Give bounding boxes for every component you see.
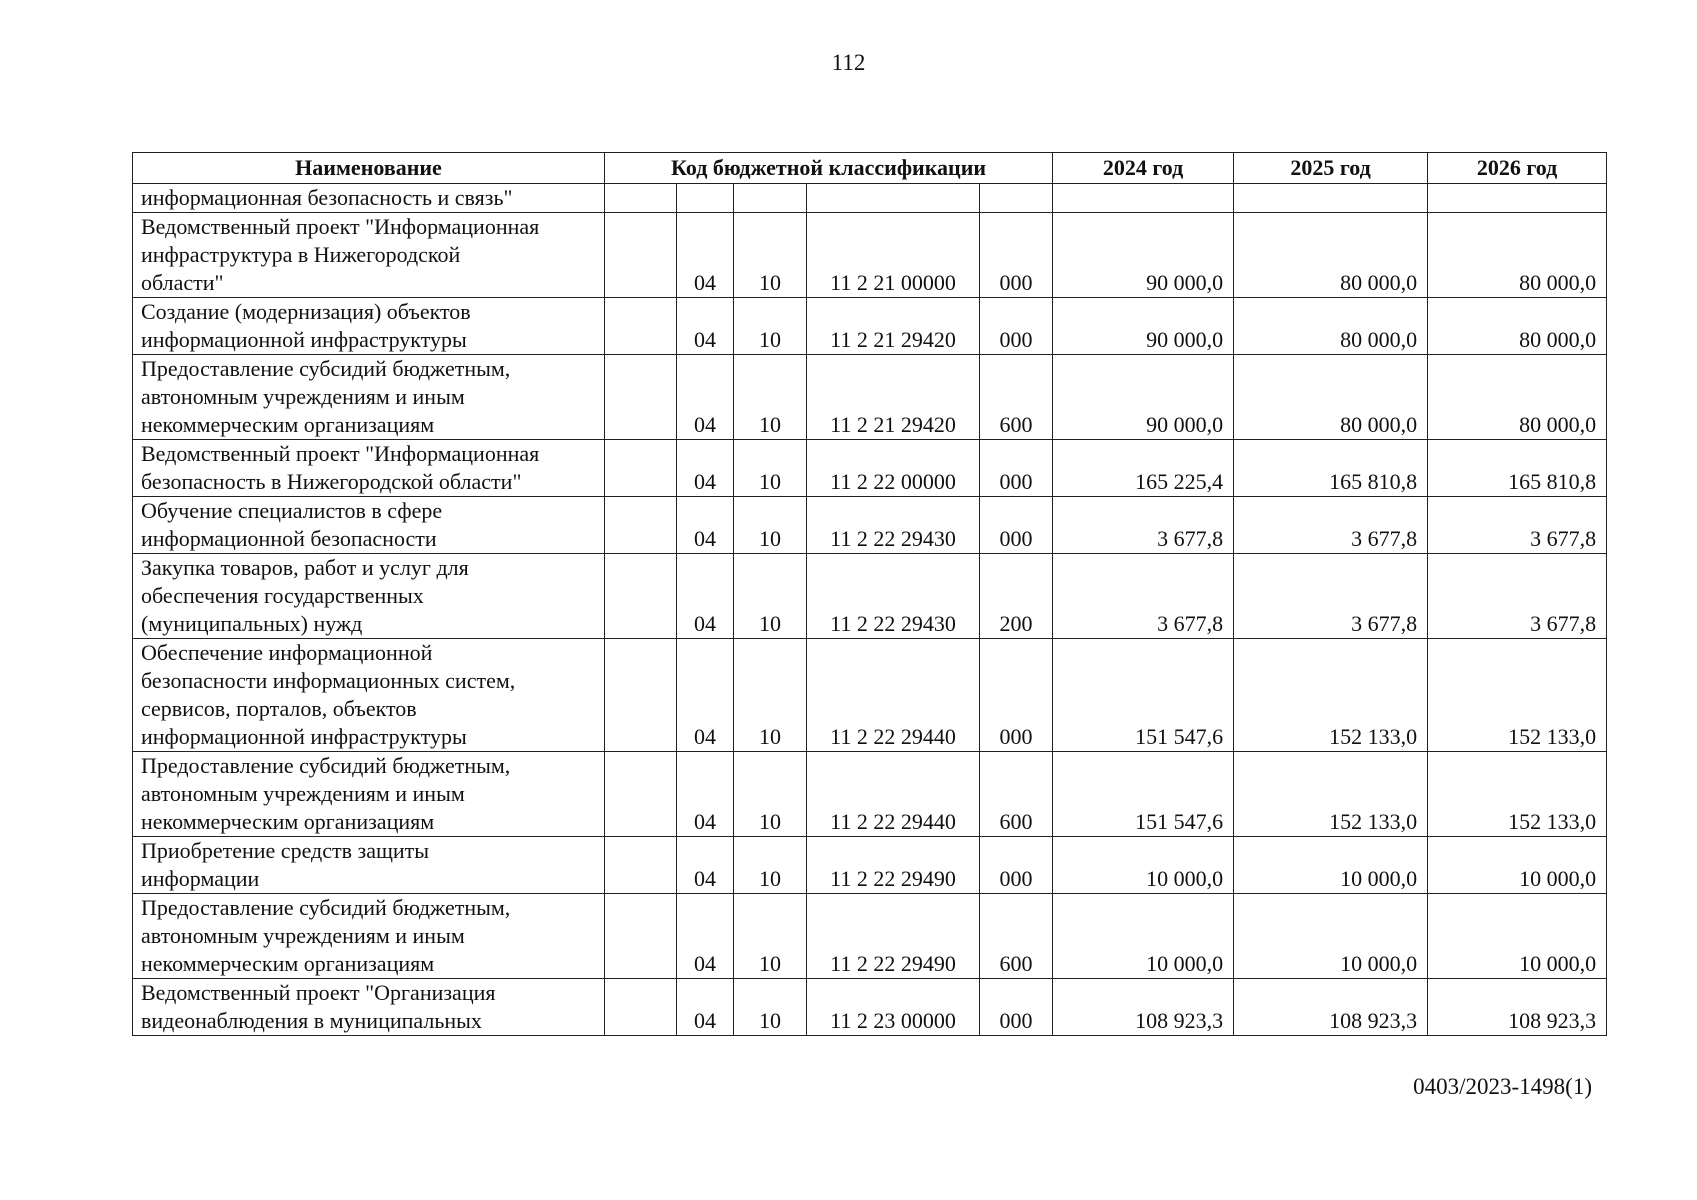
amount-2025: 165 810,8 <box>1234 440 1428 497</box>
table-row <box>133 554 1607 639</box>
table-row <box>133 639 1607 752</box>
row-name: Обеспечение информационной безопасности информационных систем, сервисов, порталов, объектов информационной инфраструктуры <box>133 639 605 752</box>
code-expense-type: 600 <box>980 894 1053 979</box>
amount-2025: 10 000,0 <box>1234 837 1428 894</box>
cell-empty <box>1053 184 1234 213</box>
code-expense-type: 200 <box>980 554 1053 639</box>
code-part-1 <box>605 979 677 1036</box>
amount-2025: 80 000,0 <box>1234 298 1428 355</box>
code-target-item: 11 2 21 29420 <box>807 298 980 355</box>
code-target-item: 11 2 23 00000 <box>807 979 980 1036</box>
code-part-1 <box>605 894 677 979</box>
table-body <box>133 184 1607 1036</box>
amount-2025: 3 677,8 <box>1234 554 1428 639</box>
row-name: Создание (модернизация) объектов информационной инфраструктуры <box>133 298 605 355</box>
header-2026: 2026 год <box>1428 153 1607 184</box>
code-section: 04 <box>677 497 734 554</box>
code-expense-type: 000 <box>980 497 1053 554</box>
code-section: 04 <box>677 213 734 298</box>
code-target-item: 11 2 22 00000 <box>807 440 980 497</box>
table-row <box>133 440 1607 497</box>
code-part-1 <box>605 837 677 894</box>
code-subsection: 10 <box>734 894 807 979</box>
code-section: 04 <box>677 837 734 894</box>
amount-2026: 3 677,8 <box>1428 554 1607 639</box>
code-part-1 <box>605 355 677 440</box>
amount-2026: 108 923,3 <box>1428 979 1607 1036</box>
amount-2024: 90 000,0 <box>1053 298 1234 355</box>
code-subsection: 10 <box>734 298 807 355</box>
code-subsection: 10 <box>734 497 807 554</box>
amount-2025: 3 677,8 <box>1234 497 1428 554</box>
code-subsection: 10 <box>734 355 807 440</box>
code-expense-type: 000 <box>980 979 1053 1036</box>
cell-empty <box>1428 184 1607 213</box>
amount-2024: 10 000,0 <box>1053 837 1234 894</box>
table-row <box>133 213 1607 298</box>
amount-2024: 3 677,8 <box>1053 497 1234 554</box>
amount-2026: 80 000,0 <box>1428 298 1607 355</box>
amount-2026: 3 677,8 <box>1428 497 1607 554</box>
code-target-item: 11 2 22 29490 <box>807 837 980 894</box>
document-code: 0403/2023-1498(1) <box>1413 1074 1592 1099</box>
cell-empty <box>980 184 1053 213</box>
code-part-1 <box>605 298 677 355</box>
code-target-item: 11 2 22 29440 <box>807 752 980 837</box>
code-target-item: 11 2 22 29430 <box>807 554 980 639</box>
code-section: 04 <box>677 440 734 497</box>
code-subsection: 10 <box>734 979 807 1036</box>
amount-2026: 152 133,0 <box>1428 639 1607 752</box>
code-expense-type: 000 <box>980 213 1053 298</box>
code-part-1 <box>605 213 677 298</box>
code-target-item: 11 2 22 29440 <box>807 639 980 752</box>
code-subsection: 10 <box>734 639 807 752</box>
cell-empty <box>605 184 677 213</box>
code-section: 04 <box>677 298 734 355</box>
amount-2024: 108 923,3 <box>1053 979 1234 1036</box>
amount-2024: 3 677,8 <box>1053 554 1234 639</box>
code-expense-type: 000 <box>980 639 1053 752</box>
amount-2024: 151 547,6 <box>1053 752 1234 837</box>
amount-2025: 108 923,3 <box>1234 979 1428 1036</box>
row-name: Предоставление субсидий бюджетным, автономным учреждениям и иным некоммерческим организациям <box>133 752 605 837</box>
amount-2026: 80 000,0 <box>1428 355 1607 440</box>
code-subsection: 10 <box>734 752 807 837</box>
header-2024: 2024 год <box>1053 153 1234 184</box>
amount-2025: 80 000,0 <box>1234 213 1428 298</box>
row-name: Приобретение средств защиты информации <box>133 837 605 894</box>
row-name: Предоставление субсидий бюджетным, автономным учреждениям и иным некоммерческим организациям <box>133 355 605 440</box>
code-expense-type: 600 <box>980 355 1053 440</box>
table-row <box>133 497 1607 554</box>
code-section: 04 <box>677 355 734 440</box>
code-expense-type: 000 <box>980 440 1053 497</box>
cell-empty <box>677 184 734 213</box>
code-expense-type: 600 <box>980 752 1053 837</box>
code-part-1 <box>605 752 677 837</box>
code-target-item: 11 2 21 00000 <box>807 213 980 298</box>
code-expense-type: 000 <box>980 837 1053 894</box>
amount-2026: 10 000,0 <box>1428 894 1607 979</box>
amount-2024: 90 000,0 <box>1053 213 1234 298</box>
cell-empty <box>807 184 980 213</box>
cell-empty <box>734 184 807 213</box>
table-row <box>133 894 1607 979</box>
code-part-1 <box>605 554 677 639</box>
table-row <box>133 298 1607 355</box>
amount-2024: 165 225,4 <box>1053 440 1234 497</box>
row-name: Ведомственный проект "Информационная безопасность в Нижегородской области" <box>133 440 605 497</box>
table-row <box>133 837 1607 894</box>
code-target-item: 11 2 21 29420 <box>807 355 980 440</box>
amount-2025: 152 133,0 <box>1234 639 1428 752</box>
code-subsection: 10 <box>734 837 807 894</box>
amount-2026: 80 000,0 <box>1428 213 1607 298</box>
code-part-1 <box>605 440 677 497</box>
header-2025: 2025 год <box>1234 153 1428 184</box>
code-section: 04 <box>677 752 734 837</box>
row-name: Предоставление субсидий бюджетным, автономным учреждениям и иным некоммерческим организациям <box>133 894 605 979</box>
amount-2026: 165 810,8 <box>1428 440 1607 497</box>
amount-2026: 10 000,0 <box>1428 837 1607 894</box>
header-code: Код бюджетной классификации <box>605 153 1053 184</box>
table-row <box>133 979 1607 1036</box>
amount-2025: 80 000,0 <box>1234 355 1428 440</box>
amount-2026: 152 133,0 <box>1428 752 1607 837</box>
row-name: Закупка товаров, работ и услуг для обеспечения государственных (муниципальных) нужд <box>133 554 605 639</box>
code-subsection: 10 <box>734 213 807 298</box>
code-part-1 <box>605 639 677 752</box>
code-section: 04 <box>677 639 734 752</box>
budget-table <box>132 152 1607 1036</box>
amount-2024: 151 547,6 <box>1053 639 1234 752</box>
table-row <box>133 355 1607 440</box>
continuation-text: информационная безопасность и связь" <box>133 184 605 213</box>
page-number: 112 <box>831 50 866 75</box>
code-section: 04 <box>677 894 734 979</box>
amount-2024: 90 000,0 <box>1053 355 1234 440</box>
table-header-row <box>133 153 1607 184</box>
table-row <box>133 752 1607 837</box>
amount-2024: 10 000,0 <box>1053 894 1234 979</box>
row-name: Ведомственный проект "Информационная инфраструктура в Нижегородской области" <box>133 213 605 298</box>
row-name: Ведомственный проект "Организация видеонаблюдения в муниципальных <box>133 979 605 1036</box>
code-target-item: 11 2 22 29430 <box>807 497 980 554</box>
continuation-row <box>133 184 1607 213</box>
code-target-item: 11 2 22 29490 <box>807 894 980 979</box>
code-part-1 <box>605 497 677 554</box>
code-section: 04 <box>677 979 734 1036</box>
code-subsection: 10 <box>734 440 807 497</box>
code-expense-type: 000 <box>980 298 1053 355</box>
header-name: Наименование <box>133 153 605 184</box>
amount-2025: 152 133,0 <box>1234 752 1428 837</box>
code-section: 04 <box>677 554 734 639</box>
cell-empty <box>1234 184 1428 213</box>
row-name: Обучение специалистов в сфере информационной безопасности <box>133 497 605 554</box>
amount-2025: 10 000,0 <box>1234 894 1428 979</box>
code-subsection: 10 <box>734 554 807 639</box>
